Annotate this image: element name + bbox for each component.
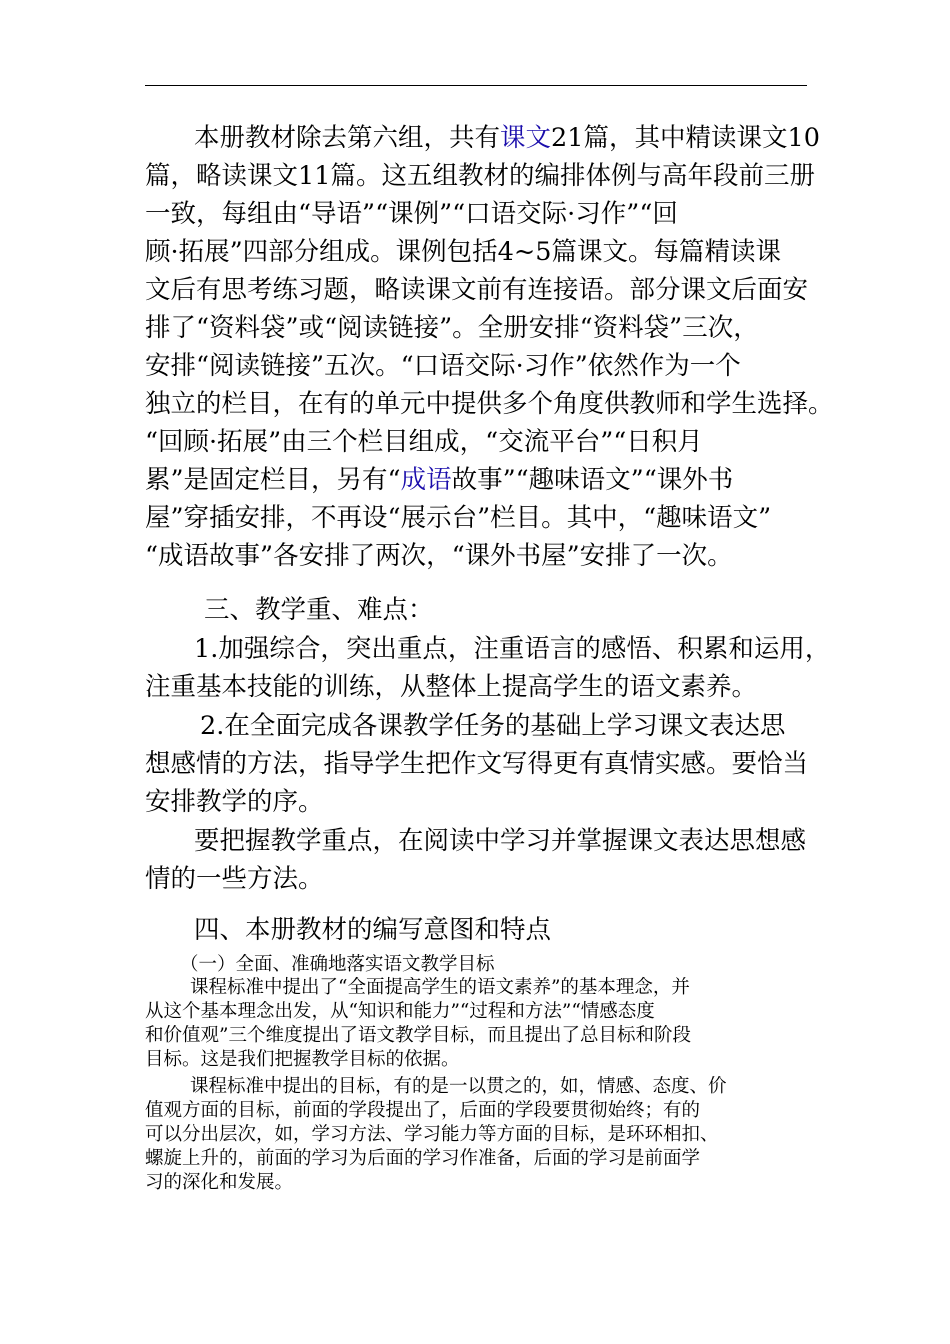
paragraph-line: 从这个基本理念出发，从“知识和能力”“过程和方法”“情感态度 [145,1001,655,1022]
paragraph-line: “成语故事”各安排了两次，“课外书屋”安排了一次。 [145,541,733,571]
paragraph-line: 屋”穿插安排，不再设“展示台”栏目。其中，“趣味语文” [145,503,772,533]
list-item-line: 注重基本技能的训练，从整体上提高学生的语文素养。 [145,672,758,702]
paragraph-line: 独立的栏目，在有的单元中提供多个角度供教师和学生选择。 [145,389,834,419]
paragraph-line: 文后有思考练习题，略读课文前有连接语。部分课文后面安 [145,275,809,305]
list-item-line: 安排教学的序。 [145,787,324,817]
link-kewen[interactable]: 课文 [500,123,552,153]
paragraph-line: 顾·拓展”四部分组成。课例包括4~5篇课文。每篇精读课 [145,237,781,267]
list-item-line: 1.加强综合，突出重点，注重语言的感悟、积累和运用， [194,634,831,664]
paragraph-line: 螺旋上升的，前面的学习为后面的学习作准备，后面的学习是前面学 [145,1148,701,1169]
paragraph-line: 要把握教学重点，在阅读中学习并掌握课文表达思想感 [194,826,807,856]
paragraph-line: 一致，每组由“导语”“课例”“口语交际·习作”“回 [145,199,678,229]
link-chengyu[interactable]: 成语 [400,465,452,495]
list-item-line: 2.在全面完成各课教学任务的基础上学习课文表达思 [200,711,786,741]
paragraph-line: 排了“资料袋”或“阅读链接”。全册安排“资料袋”三次， [145,313,759,343]
paragraph-line: 课程标准中提出的目标，有的是一以贯之的，如，情感、态度、价 [190,1076,727,1097]
paragraph-line: 值观方面的目标，前面的学段提出了，后面的学段要贯彻始终；有的 [145,1100,701,1121]
text-run: 故事”“趣味语文”“课外书 [451,465,734,495]
paragraph-line: 情的一些方法。 [145,864,324,894]
paragraph-line: 课程标准中提出了“全面提高学生的语文素养”的基本理念，并 [190,977,690,998]
section-heading: 四、本册教材的编写意图和特点 [194,915,552,945]
paragraph-line: “回顾·拓展”由三个栏目组成，“交流平台”“日积月 [145,427,703,457]
paragraph-line [194,119,820,157]
section-heading: 三、教学重、难点： [204,595,434,625]
sub-heading: （一）全面、准确地落实语文教学目标 [180,954,495,975]
paragraph-line: 习的深化和发展。 [145,1172,294,1193]
paragraph-line [145,461,733,499]
paragraph-line: 篇，略读课文11篇。这五组教材的编排体例与高年段前三册 [145,161,815,191]
list-item-line: 想感情的方法，指导学生把作文写得更有真情实感。要恰当 [145,749,809,779]
paragraph-line: 和价值观”三个维度提出了语文教学目标，而且提出了总目标和阶段 [145,1025,691,1046]
text-run: 本册教材除去第六组，共有 [194,123,501,153]
text-run: 21篇，其中精读课文10 [551,123,820,153]
header-rule [145,85,807,86]
paragraph-line: 目标。这是我们把握教学目标的依据。 [145,1049,460,1070]
paragraph-line: 安排“阅读链接”五次。“口语交际·习作”依然作为一个 [145,351,741,381]
paragraph-line: 可以分出层次，如，学习方法、学习能力等方面的目标，是环环相扣、 [145,1124,719,1145]
text-run: 累”是固定栏目，另有“ [145,465,401,495]
